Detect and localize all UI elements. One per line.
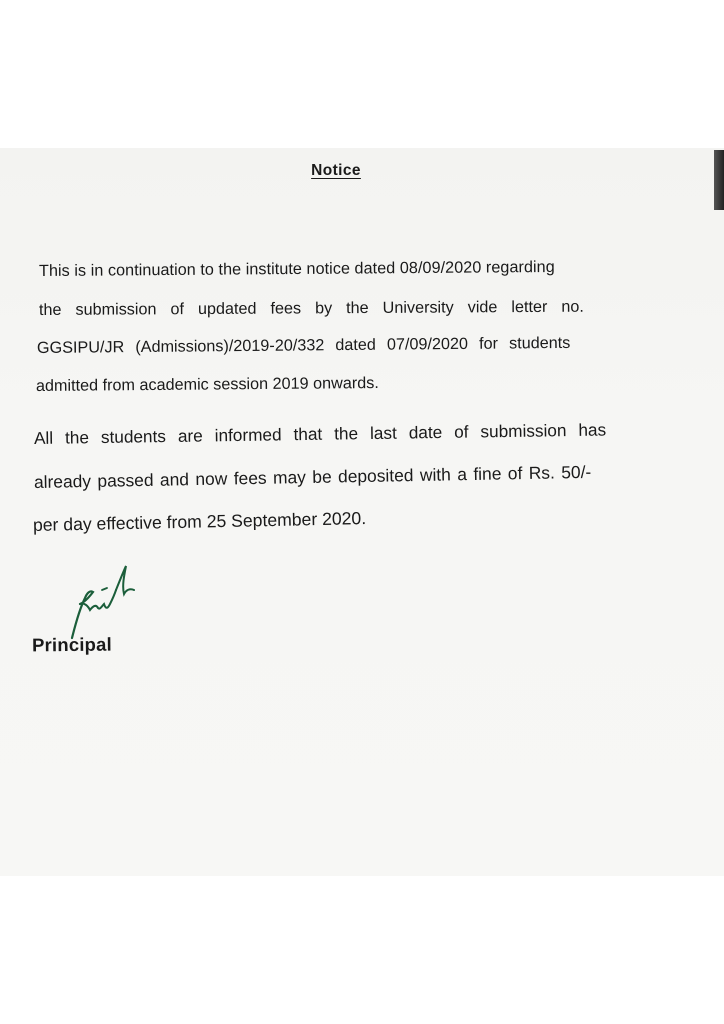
edge-shadow [714, 150, 724, 210]
notice-title-text: Notice [311, 162, 361, 179]
paragraph2-line3: per day effective from 25 September 2020. [32, 508, 367, 535]
paragraph2-line2: already passed and now fees may be deposited with a fine of Rs. 50/- [33, 461, 592, 492]
signature-mark [50, 560, 140, 640]
designation-principal: Principal [31, 633, 113, 656]
notice-title [0, 162, 724, 180]
paragraph2-line1: All the students are informed that the last date of submission has [33, 419, 607, 448]
paragraph1-line1: This is in continuation to the institute notice dated 08/09/2020 regarding [38, 257, 555, 280]
paragraph1-line3: GGSIPU/JR (Admissions)/2019-20/332 dated 07/09/2020 for students [36, 333, 571, 357]
paragraph1-line2: the submission of updated fees by the University vide letter no. [38, 297, 584, 319]
paragraph1-line4: admitted from academic session 2019 onwards. [35, 374, 379, 395]
